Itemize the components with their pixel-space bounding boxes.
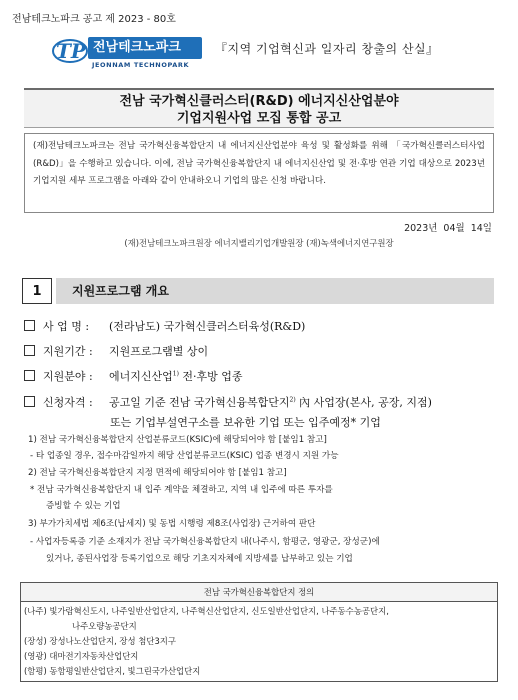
item-project-name: 사 업 명 : (전라남도) 국가혁신클러스터육성(R&D) — [24, 318, 305, 334]
note-2-sub: * 전남 국가혁신융복합단지 내 입주 계약을 체결하고, 지역 내 입주에 따른 투자를 — [30, 485, 333, 495]
note-2: 2) 전남 국가혁신융복합단지 지정 면적에 해당되어야 함 [붙임1 참고] — [28, 468, 287, 478]
item-eligibility: 신청자격 : 공고일 기준 전남 국가혁신융복합단지$^{2)}$ 內 사업장(본사, 공장, 지점) — [24, 394, 432, 410]
table-row: 나주오량농공단지 — [72, 621, 137, 631]
item-support-period: 지원기간 : 지원프로그램별 상이 — [24, 343, 208, 359]
table-row: (함평) 동함평일반산업단지, 빛그린국가산업단지 — [24, 666, 201, 676]
checkbox-square-icon — [24, 370, 35, 381]
document-number: 전남테크노파크 공고 제 2023 - 80호 — [12, 14, 176, 25]
announcement-title — [24, 88, 494, 128]
issuers-line: (재)전남테크노파크원장 에너지밸리기업개발원장 (재)녹색에너지연구원장 — [124, 238, 394, 248]
logo-subtitle: JEONNAM TECHNOPARK — [92, 61, 190, 69]
table-header: 전남 국가혁신융복합단지 정의 — [21, 583, 498, 602]
title-line-2: 기업지원사업 모집 통합 공고 — [176, 111, 342, 126]
section-title: 지원프로그램 개요 — [56, 278, 494, 304]
table-row: (장성) 장성나노산업단지, 장성 첨단3지구 — [24, 636, 176, 646]
svg-text:TP: TP — [56, 39, 86, 63]
note-3-sub-cont: 있거나, 종된사업장 등록기업으로 해당 기초지자체에 지방세를 납부하고 있는 기업 — [46, 554, 353, 564]
note-1-sub: - 타 업종일 경우, 접수마감일까지 해당 산업분류코드(KSIC) 업종 변경시 지원 가능 — [30, 451, 339, 461]
note-1: 1) 전남 국가혁신융복합단지 산업분류코드(KSIC)에 해당되어야 함 [붙임1 참고] — [28, 435, 327, 445]
note-3: 3) 부가가치세법 제6조(납세지) 및 동법 시행령 제8조(사업장) 근거하여 판단 — [28, 519, 316, 529]
logo-name: 전남테크노파크 — [88, 37, 202, 59]
table-body — [21, 602, 498, 682]
item-support-field: 지원분야 : 에너지신산업$^{1)}$ 전·후방 업종 — [24, 368, 243, 384]
item-eligibility-line-2: 또는 기업부설연구소를 보유한 기업 또는 입주예정* 기업 — [110, 416, 381, 429]
table-row: (나주) 빛가람혁신도시, 나주일반산업단지, 나주혁신산업단지, 신도일반산업단지, 나주동수농공단지, — [24, 606, 389, 616]
technopark-logo — [52, 36, 202, 74]
title-line-1: 전남 국가혁신클러스터(R&D) 에너지신산업분야 — [119, 94, 399, 109]
section-number: 1 — [22, 278, 52, 304]
cluster-definition-table — [20, 582, 498, 682]
checkbox-square-icon — [24, 396, 35, 407]
announcement-date: 2023년 04월 14일 — [404, 223, 492, 234]
table-row: (영광) 대마전기자동차산업단지 — [24, 651, 139, 661]
checkbox-square-icon — [24, 320, 35, 331]
tp-logo-icon — [52, 36, 88, 66]
intro-paragraph: (재)전남테크노파크는 전남 국가혁신융복합단지 내 에너지신산업분야 육성 및 활성화를 위해 「국가혁신클러스터사업(R&D)」을 수행하고 있습니다. 이에, 전남 국가혁신융복합단지 내 에너지신산업 및 전·후방 연관 기업 대상으로 2023년 기업지원 세부 프로그램을 아래와 같이 안내하오니 기업의 많은 신청 바랍니다. — [24, 133, 494, 213]
checkbox-square-icon — [24, 345, 35, 356]
slogan: 『지역 기업혁신과 일자리 창출의 산실』 — [215, 42, 439, 56]
note-3-sub: - 사업자등록증 기준 소재지가 전남 국가혁신융복합단지 내(나주시, 함평군, 영광군, 장성군)에 — [30, 537, 380, 547]
note-2-sub-cont: 증빙할 수 있는 기업 — [46, 501, 121, 511]
